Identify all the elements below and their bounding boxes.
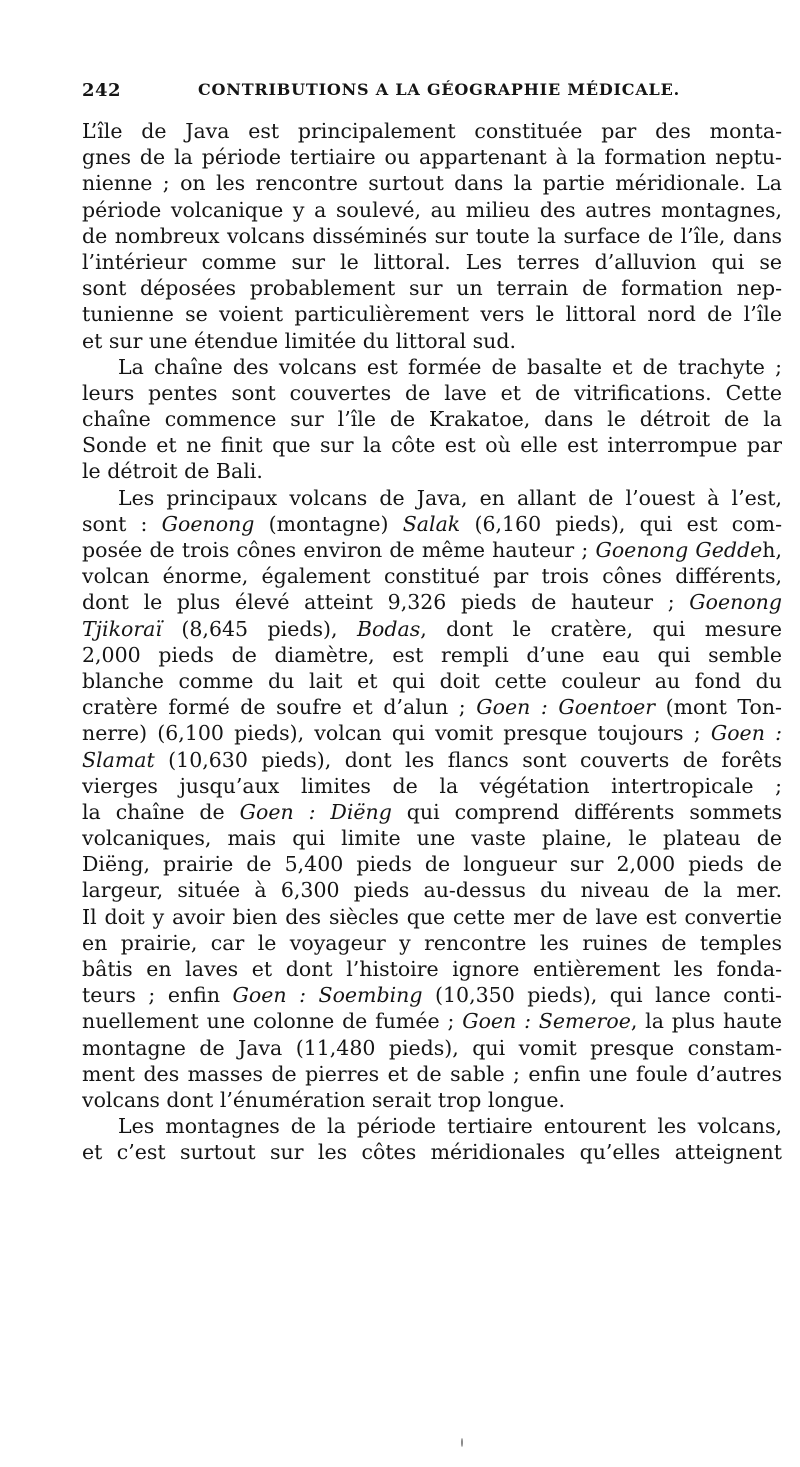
text-line	[82, 825, 782, 851]
text-line	[82, 118, 782, 144]
text-segment: posée de trois cônes environ de même hauteur ;	[82, 538, 596, 562]
italic-text: Slamat	[82, 747, 155, 772]
text-line	[82, 563, 782, 589]
text-segment: période volcanique y a soulevé, au milieu des autres montagnes,	[82, 197, 782, 222]
body-text	[82, 118, 782, 1166]
text-line	[82, 1113, 782, 1139]
text-segment: (6,160 pieds), qui est com-	[460, 511, 782, 536]
text-line	[82, 380, 782, 406]
text-segment: Diëng, prairie de 5,400 pieds de longueur sur 2,000 pieds de	[82, 852, 782, 877]
text-segment: tunienne se voient particulièrement vers le littoral nord de l’île	[82, 302, 782, 327]
text-segment: Les montagnes de la période tertiaire entourent les volcans,	[118, 1114, 782, 1139]
text-line	[82, 616, 782, 642]
text-line	[82, 982, 782, 1008]
text-segment: 2,000 pieds de diamètre, est rempli d’une eau qui semble	[82, 642, 782, 667]
text-segment: (10,350 pieds), qui lance conti-	[422, 983, 782, 1008]
italic-text: Goen : Soembing	[232, 983, 423, 1008]
text-line	[82, 1139, 782, 1165]
text-segment: (10,630 pieds), dont les flancs sont couverts de forêts	[154, 747, 782, 772]
text-segment: teurs ; enfin	[82, 983, 233, 1008]
text-segment: Il doit y avoir bien des siècles que cette mer de lave est convertie	[82, 904, 782, 929]
text-segment: dont le plus élevé atteint 9,326 pieds de hauteur ;	[82, 590, 690, 615]
text-line	[82, 668, 782, 694]
italic-text: Goen : Goentoer	[476, 695, 655, 720]
text-line	[82, 170, 782, 196]
text-segment: vierges jusqu’aux limites de la végétation intertropicale ;	[82, 773, 782, 798]
text-segment: sont :	[82, 511, 162, 536]
italic-text: Goen : Diëng	[239, 799, 392, 824]
text-line	[82, 799, 782, 825]
text-line	[82, 223, 782, 249]
page-number: 242	[82, 80, 122, 101]
italic-text: Bodas	[356, 616, 421, 641]
text-line	[82, 877, 782, 903]
text-segment: (montagne)	[254, 511, 403, 536]
text-line	[82, 904, 782, 930]
text-line	[82, 275, 782, 301]
text-segment: Sonde et ne finit que sur la côte est où elle est interrompue par	[82, 433, 782, 458]
text-line	[82, 406, 782, 432]
text-segment: le détroit de Bali.	[82, 459, 263, 484]
text-segment: h,	[762, 538, 782, 562]
text-line	[82, 354, 782, 380]
text-line	[82, 930, 782, 956]
text-segment: nerre) (6,100 pieds), volcan qui vomit presque toujours ;	[82, 721, 711, 746]
italic-text: Goenong	[689, 590, 782, 615]
text-segment: qui comprend différents sommets	[391, 799, 782, 824]
text-line	[82, 458, 782, 484]
text-line	[82, 956, 782, 982]
text-segment: (8,645 pieds),	[161, 616, 357, 641]
text-segment: leurs pentes sont couvertes de lave et de vitrifications. Cette	[82, 380, 782, 405]
text-segment: l’intérieur comme sur le littoral. Les terres d’alluvion qui se	[82, 249, 782, 274]
running-title: CONTRIBUTIONS A LA GÉOGRAPHIE MÉDICALE.	[198, 80, 680, 99]
text-segment: gnes de la période tertiaire ou appartenant à la formation neptu-	[82, 145, 782, 170]
text-line	[82, 328, 782, 354]
text-segment: et c’est surtout sur les côtes méridionales qu’elles atteignent	[82, 1140, 782, 1165]
text-segment: volcaniques, mais qui limite une vaste plaine, le plateau de	[82, 826, 782, 851]
text-line	[82, 537, 782, 563]
text-segment: montagne de Java (11,480 pieds), qui vomit presque constam-	[82, 1035, 782, 1060]
page-header	[82, 80, 782, 110]
text-line	[82, 720, 782, 746]
text-line	[82, 432, 782, 458]
text-line	[82, 1061, 782, 1087]
text-segment: blanche comme du lait et qui doit cette couleur au fond du	[82, 668, 782, 693]
text-segment: la chaîne de	[82, 799, 240, 824]
text-segment: et sur une étendue limitée du littoral sud.	[82, 328, 517, 353]
text-line	[82, 1008, 782, 1034]
text-segment: ment des masses de pierres et de sable ; enfin une foule d’autres	[82, 1061, 782, 1086]
italic-text: Goen : Semeroe	[462, 1009, 631, 1034]
text-segment: L’île de Java est principalement constituée par des monta-	[82, 119, 782, 143]
italic-text: Tjikoraï	[82, 616, 162, 641]
italic-text: Salak	[402, 511, 461, 536]
text-segment: en prairie, car le voyageur y rencontre les ruines de temples	[82, 930, 782, 955]
text-segment: cratère formé de soufre et d’alun ;	[82, 695, 477, 720]
text-segment: , la plus haute	[630, 1009, 782, 1034]
text-segment: largeur, située à 6,300 pieds au-dessus du niveau de la mer.	[82, 878, 782, 903]
text-segment: volcan énorme, également constitué par trois cônes différents,	[82, 564, 782, 589]
paper-speck	[461, 1438, 463, 1447]
text-line	[82, 511, 782, 537]
text-segment: chaîne commence sur l’île de Krakatoe, dans le détroit de la	[82, 407, 782, 432]
italic-text: Goenong	[161, 511, 255, 536]
text-segment: nuellement une colonne de fumée ;	[82, 1009, 463, 1034]
text-line	[82, 249, 782, 275]
text-segment: , dont le cratère, qui mesure	[420, 616, 782, 641]
text-segment: La chaîne des volcans est formée de basalte et de trachyte ;	[118, 354, 782, 379]
text-line	[82, 694, 782, 720]
text-line	[82, 197, 782, 223]
text-line	[82, 1035, 782, 1061]
text-line	[82, 589, 782, 615]
text-segment: (mont Ton-	[655, 695, 782, 720]
italic-text: Goenong Gedde	[595, 538, 763, 562]
text-segment: Les principaux volcans de Java, en allant de l’ouest à l’est,	[118, 485, 782, 510]
italic-text: Goen :	[710, 721, 782, 746]
text-line	[82, 1087, 782, 1113]
text-line	[82, 773, 782, 799]
text-segment: volcans dont l’énumération serait trop longue.	[82, 1087, 565, 1112]
text-line	[82, 851, 782, 877]
text-line	[82, 747, 782, 773]
text-segment: nienne ; on les rencontre surtout dans la partie méridionale. La	[82, 171, 782, 196]
text-line	[82, 485, 782, 511]
text-line	[82, 642, 782, 668]
text-segment: bâtis en laves et dont l’histoire ignore entièrement les fonda-	[82, 957, 782, 981]
text-line	[82, 301, 782, 327]
text-line	[82, 144, 782, 170]
text-segment: de nombreux volcans disséminés sur toute la surface de l’île, dans	[82, 223, 782, 248]
text-segment: sont déposées probablement sur un terrain de formation nep-	[82, 276, 782, 301]
